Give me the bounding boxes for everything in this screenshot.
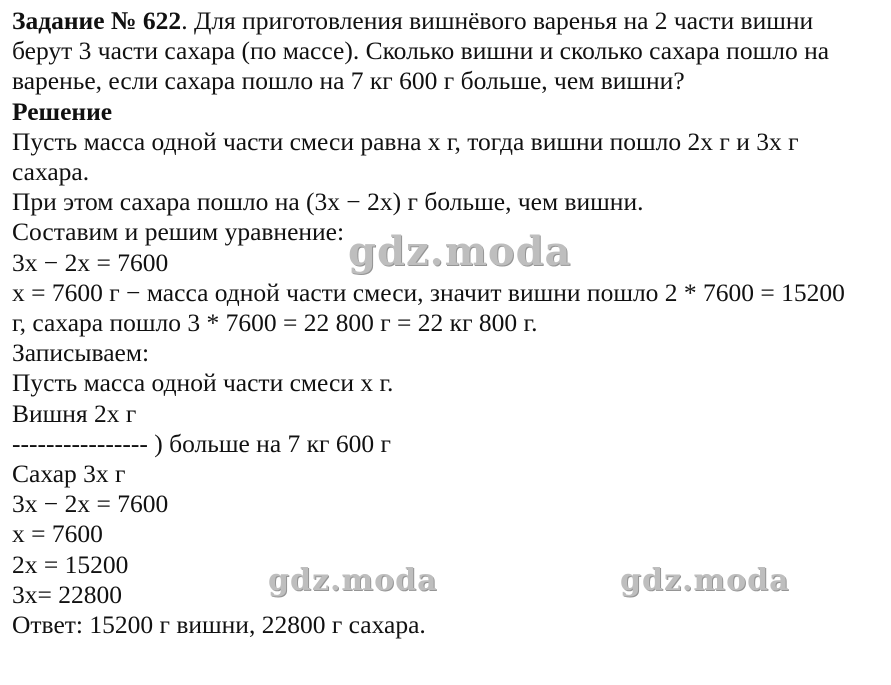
solution-line: х = 7600 г − масса одной части смеси, значит вишни пошло 2 * 7600 = 15200 (12, 277, 845, 307)
task-text-start: . Для приготовления вишнёвого варенья на 2 части вишни (181, 6, 814, 35)
solution-line: сахара. (12, 157, 90, 187)
record-heading: Записываем: (12, 338, 150, 368)
document-page (12, 6, 884, 640)
equation-line: х = 7600 (12, 519, 103, 549)
watermark-logo: gdz.moda (348, 228, 572, 275)
solution-heading: Решение (12, 96, 113, 126)
record-cherry-line: Вишня 2х г (12, 398, 137, 428)
answer-line: Ответ: 15200 г вишни, 22800 г сахара. (12, 610, 426, 640)
record-difference-line: ---------------- ) больше на 7 кг 600 г (12, 428, 391, 458)
solution-line: Составим и решим уравнение: (12, 217, 345, 247)
equation-line: 3х= 22800 (12, 579, 123, 609)
record-sugar-line: Сахар 3х г (12, 459, 126, 489)
watermark-logo: gdz.moda (620, 563, 790, 598)
task-number: Задание № 622 (12, 6, 182, 35)
solution-line: При этом сахара пошло на (3х − 2х) г больше, чем вишни. (12, 187, 644, 217)
equation-line: 2х = 15200 (12, 549, 129, 579)
solution-line: Пусть масса одной части смеси равна х г, тогда вишни пошло 2х г и 3х г (12, 126, 799, 156)
task-statement-line-2: берут 3 части сахара (по массе). Сколько вишни и сколько сахара пошло на (12, 36, 830, 66)
equation-line: 3х − 2х = 7600 (12, 489, 169, 519)
solution-line: г, сахара пошло 3 * 7600 = 22 800 г = 22 кг 800 г. (12, 308, 538, 338)
record-line: Пусть масса одной части смеси х г. (12, 368, 394, 398)
equation-line: 3х − 2х = 7600 (12, 247, 169, 277)
watermark-logo: gdz.moda (268, 563, 438, 598)
task-statement-line-3: варенье, если сахара пошло на 7 кг 600 г больше, чем вишни? (12, 66, 685, 96)
task-statement-line-1 (12, 6, 884, 36)
